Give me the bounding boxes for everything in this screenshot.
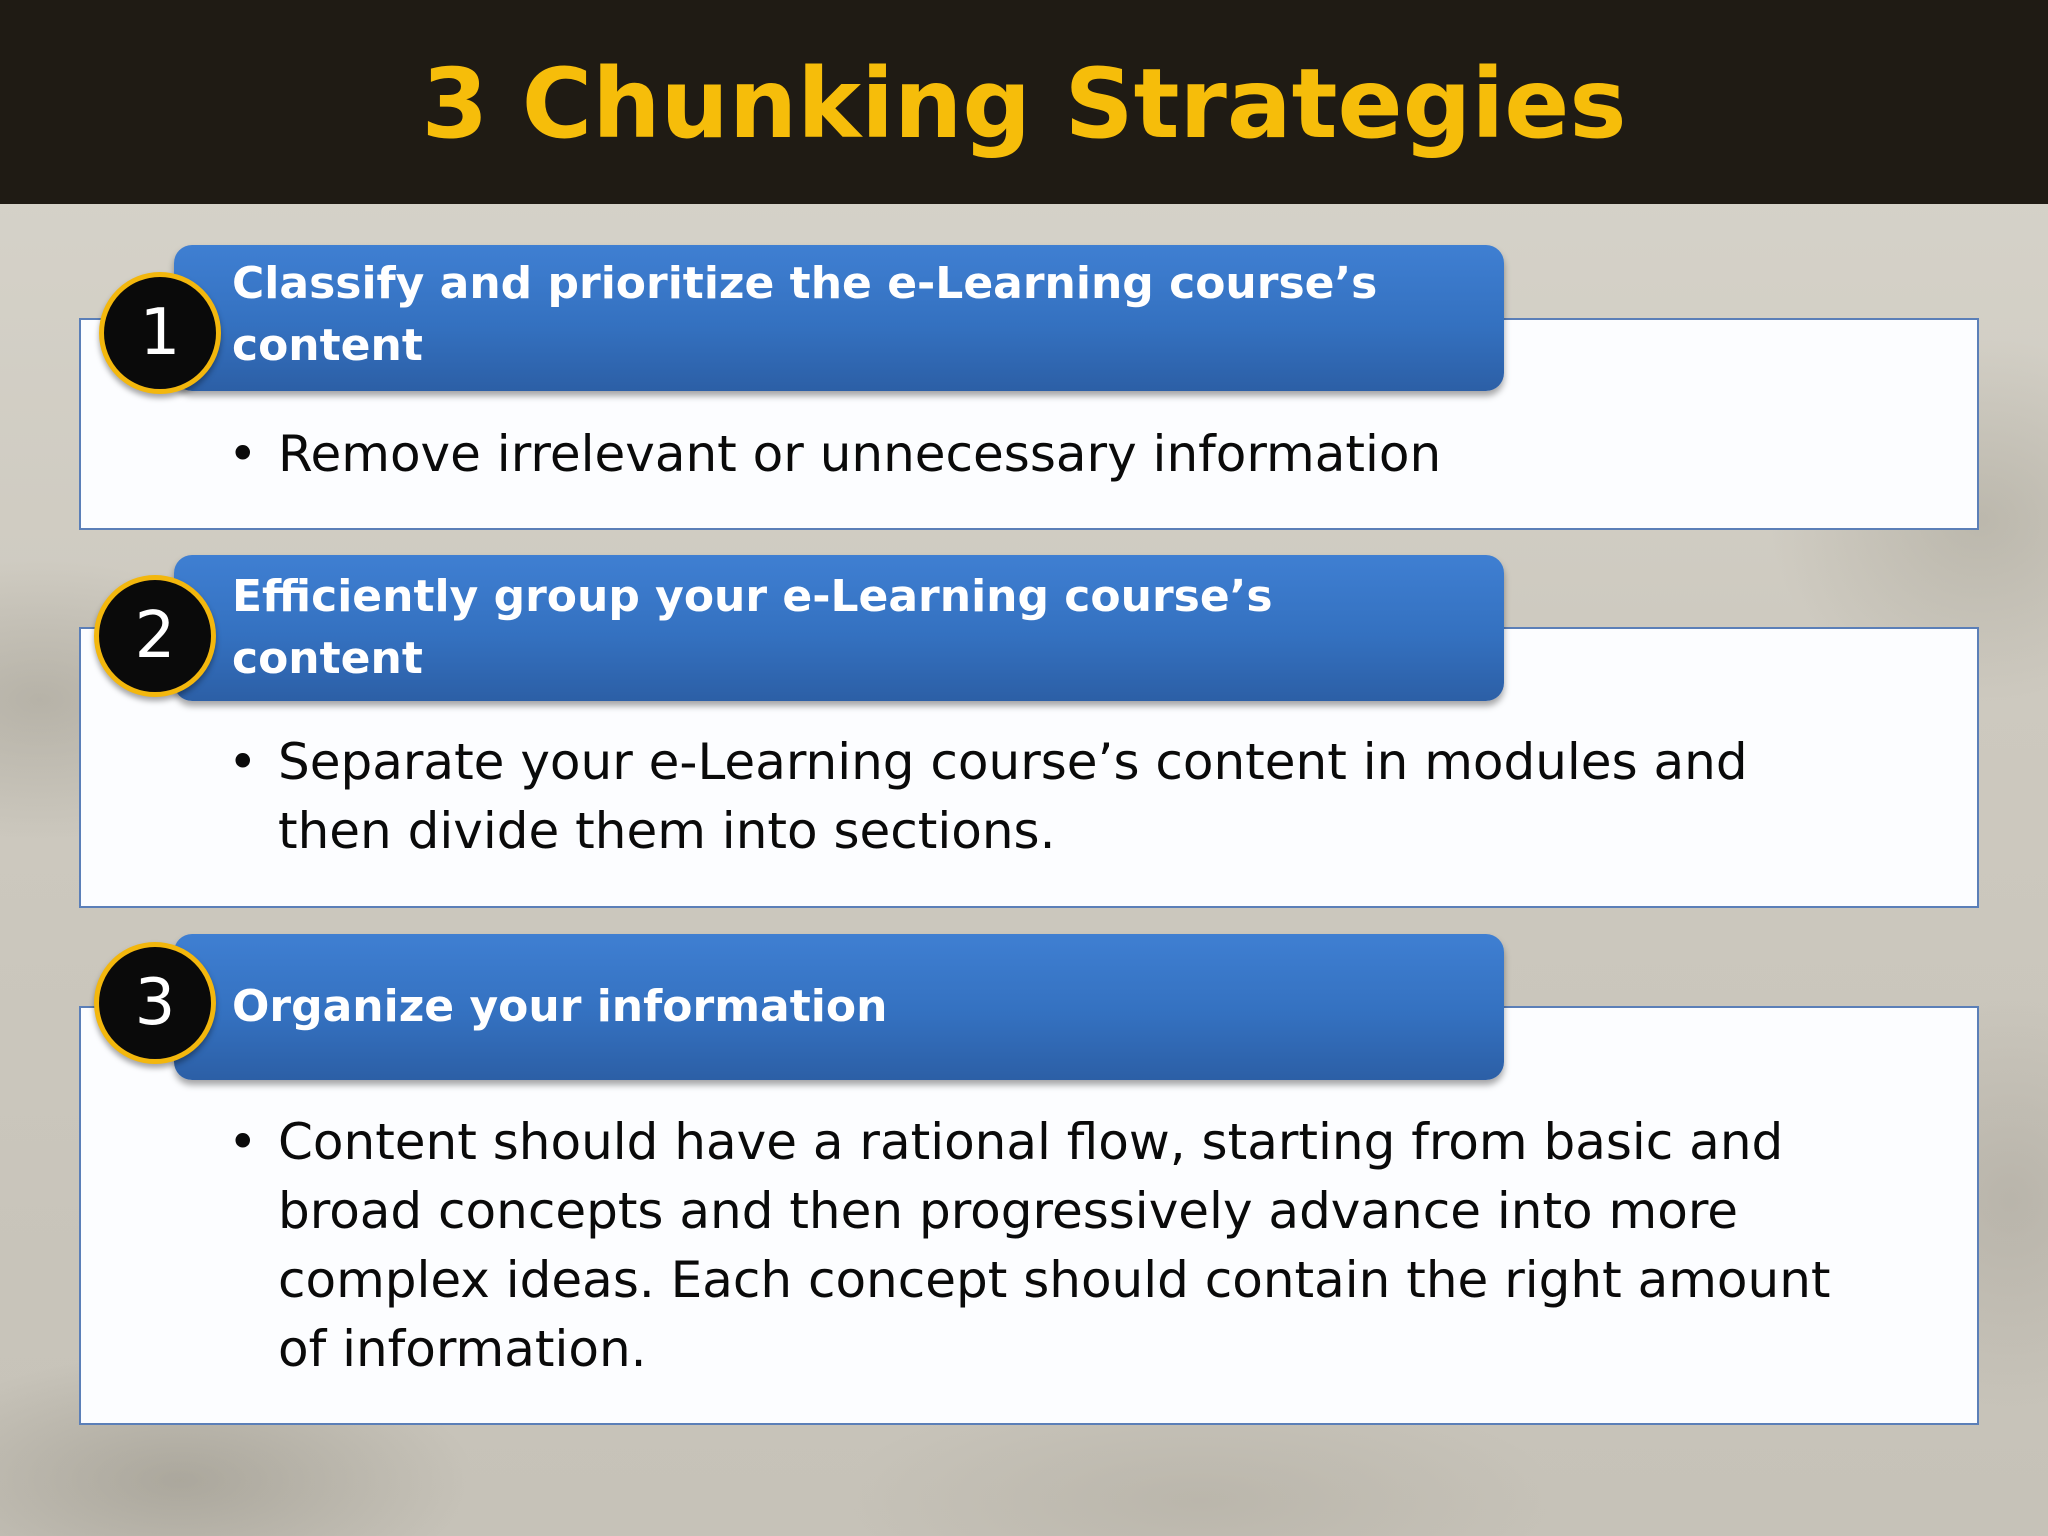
title-bar [0,0,2048,204]
strategy-3-bullet-list [228,1108,1868,1384]
strategy-2-bullet-text: Separate your e-Learning course’s content in modules and then divide them into sections. [278,733,1748,860]
strategy-1-bullet-text: Remove irrelevant or unnecessary information [278,425,1442,483]
strategy-2-number-badge: 2 [94,575,216,697]
strategy-2-header [174,555,1504,701]
strategy-1-heading: Classify and prioritize the e-Learning course’s content [232,258,1378,371]
strategy-3-bullet-text: Content should have a rational flow, starting from basic and broad concepts and then progressively advance into more complex ideas. Each concept should contain the right amount of information. [278,1113,1831,1378]
strategy-3-bullet [228,1108,1868,1384]
slide-title: 3 Chunking Strategies [421,48,1627,160]
strategy-1-header [174,245,1504,391]
strategy-3-heading: Organize your information [232,981,888,1032]
bullet-dot-icon: • [228,733,258,791]
strategy-2-bullet [228,728,1868,866]
strategy-2-heading: Efficiently group your e-Learning course’s content [232,571,1273,684]
strategy-1-bullet [228,420,1868,489]
strategy-1-bullet-list [228,420,1868,489]
bullet-dot-icon: • [228,1113,258,1171]
bullet-dot-icon: • [228,425,258,483]
strategy-3-header [174,934,1504,1080]
strategy-3-number-badge: 3 [94,942,216,1064]
strategy-1-number-badge: 1 [99,272,221,394]
strategy-2-bullet-list [228,728,1868,866]
